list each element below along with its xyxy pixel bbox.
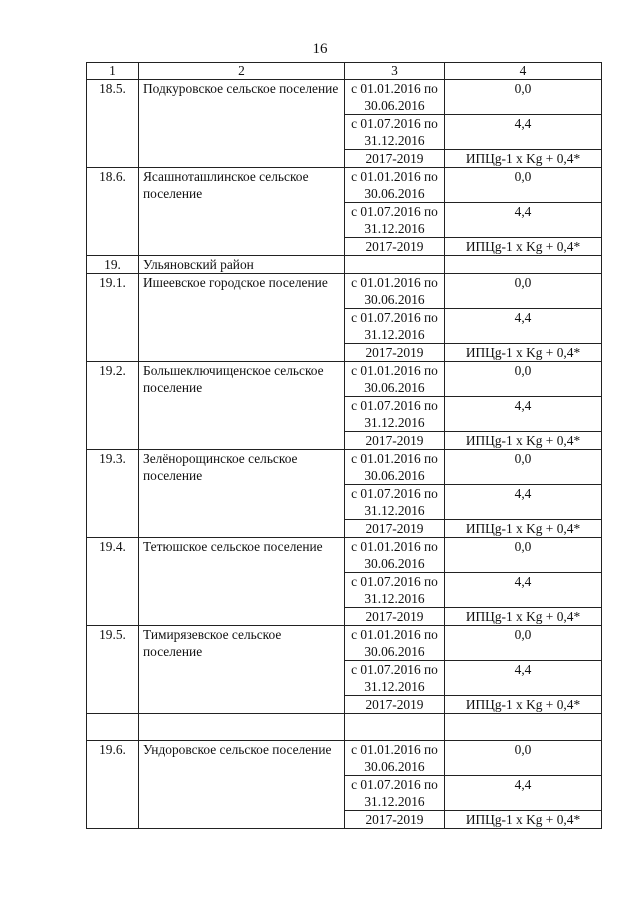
period-cell: с 01.01.2016 по 30.06.2016 [345, 538, 445, 573]
settlement-name: Тимирязевское сельское поселение [139, 626, 345, 714]
value-cell: 0,0 [445, 741, 602, 776]
value-cell: 4,4 [445, 203, 602, 238]
period-cell: с 01.07.2016 по 31.12.2016 [345, 661, 445, 696]
period-cell [345, 256, 445, 274]
period-cell: 2017-2019 [345, 520, 445, 538]
period-cell: с 01.01.2016 по 30.06.2016 [345, 450, 445, 485]
row-number: 19.3. [87, 450, 139, 538]
table-row [87, 274, 602, 309]
value-cell: 0,0 [445, 626, 602, 661]
period-cell: с 01.01.2016 по 30.06.2016 [345, 741, 445, 776]
period-cell: с 01.07.2016 по 31.12.2016 [345, 485, 445, 520]
settlement-name: Ишеевское городское поселение [139, 274, 345, 362]
value-cell: ИПЦg-1 x Kg + 0,4* [445, 811, 602, 829]
value-cell: ИПЦg-1 x Kg + 0,4* [445, 608, 602, 626]
settlement-name: Ундоровское сельское поселение [139, 741, 345, 829]
period-cell: с 01.01.2016 по 30.06.2016 [345, 362, 445, 397]
value-cell [445, 256, 602, 274]
period-cell: 2017-2019 [345, 238, 445, 256]
value-cell: 4,4 [445, 573, 602, 608]
header-col-3: 3 [345, 63, 445, 80]
spacer-cell [139, 714, 345, 741]
row-number: 19.2. [87, 362, 139, 450]
row-number: 18.5. [87, 80, 139, 168]
value-cell: 4,4 [445, 661, 602, 696]
period-cell: 2017-2019 [345, 150, 445, 168]
value-cell: 0,0 [445, 362, 602, 397]
page-number: 16 [312, 41, 328, 57]
table-header-row [87, 63, 602, 80]
period-cell: с 01.07.2016 по 31.12.2016 [345, 115, 445, 150]
row-number: 19.6. [87, 741, 139, 829]
table-row [87, 538, 602, 573]
value-cell: 4,4 [445, 776, 602, 811]
spacer-cell [445, 714, 602, 741]
value-cell: ИПЦg-1 x Kg + 0,4* [445, 520, 602, 538]
value-cell: ИПЦg-1 x Kg + 0,4* [445, 696, 602, 714]
header-col-4: 4 [445, 63, 602, 80]
period-cell: с 01.07.2016 по 31.12.2016 [345, 776, 445, 811]
value-cell: 0,0 [445, 274, 602, 309]
header-col-1: 1 [87, 63, 139, 80]
row-number: 19.4. [87, 538, 139, 626]
period-cell: с 01.07.2016 по 31.12.2016 [345, 397, 445, 432]
period-cell: с 01.01.2016 по 30.06.2016 [345, 274, 445, 309]
period-cell: с 01.01.2016 по 30.06.2016 [345, 626, 445, 661]
settlement-name: Большеключищенское сельское поселение [139, 362, 345, 450]
row-number: 19. [87, 256, 139, 274]
settlement-name: Тетюшское сельское поселение [139, 538, 345, 626]
period-cell: с 01.07.2016 по 31.12.2016 [345, 309, 445, 344]
table-row [87, 626, 602, 661]
header-col-2: 2 [139, 63, 345, 80]
table-row [87, 450, 602, 485]
period-cell: с 01.01.2016 по 30.06.2016 [345, 80, 445, 115]
value-cell: 0,0 [445, 538, 602, 573]
value-cell: 0,0 [445, 80, 602, 115]
value-cell: 0,0 [445, 168, 602, 203]
period-cell: с 01.07.2016 по 31.12.2016 [345, 203, 445, 238]
district-name: Ульяновский район [139, 256, 345, 274]
table-row [87, 256, 602, 274]
table-row [87, 741, 602, 776]
period-cell: 2017-2019 [345, 811, 445, 829]
value-cell: 4,4 [445, 485, 602, 520]
period-cell: с 01.07.2016 по 31.12.2016 [345, 573, 445, 608]
table-row [87, 168, 602, 203]
settlement-name: Ясашноташлинское сельское поселение [139, 168, 345, 256]
spacer-cell [87, 714, 139, 741]
spacer-cell [345, 714, 445, 741]
value-cell: ИПЦg-1 x Kg + 0,4* [445, 150, 602, 168]
value-cell: ИПЦg-1 x Kg + 0,4* [445, 238, 602, 256]
period-cell: с 01.01.2016 по 30.06.2016 [345, 168, 445, 203]
value-cell: ИПЦg-1 x Kg + 0,4* [445, 344, 602, 362]
row-number: 18.6. [87, 168, 139, 256]
settlement-name: Зелёнорощинское сельское поселение [139, 450, 345, 538]
row-number: 19.5. [87, 626, 139, 714]
value-cell: 4,4 [445, 115, 602, 150]
value-cell: 4,4 [445, 397, 602, 432]
spacer-row [87, 714, 602, 741]
period-cell: 2017-2019 [345, 344, 445, 362]
settlement-name: Подкуровское сельское поселение [139, 80, 345, 168]
tariff-table [86, 62, 602, 829]
value-cell: 4,4 [445, 309, 602, 344]
period-cell: 2017-2019 [345, 696, 445, 714]
table-row [87, 80, 602, 115]
period-cell: 2017-2019 [345, 608, 445, 626]
row-number: 19.1. [87, 274, 139, 362]
table-row [87, 362, 602, 397]
value-cell: ИПЦg-1 x Kg + 0,4* [445, 432, 602, 450]
period-cell: 2017-2019 [345, 432, 445, 450]
value-cell: 0,0 [445, 450, 602, 485]
